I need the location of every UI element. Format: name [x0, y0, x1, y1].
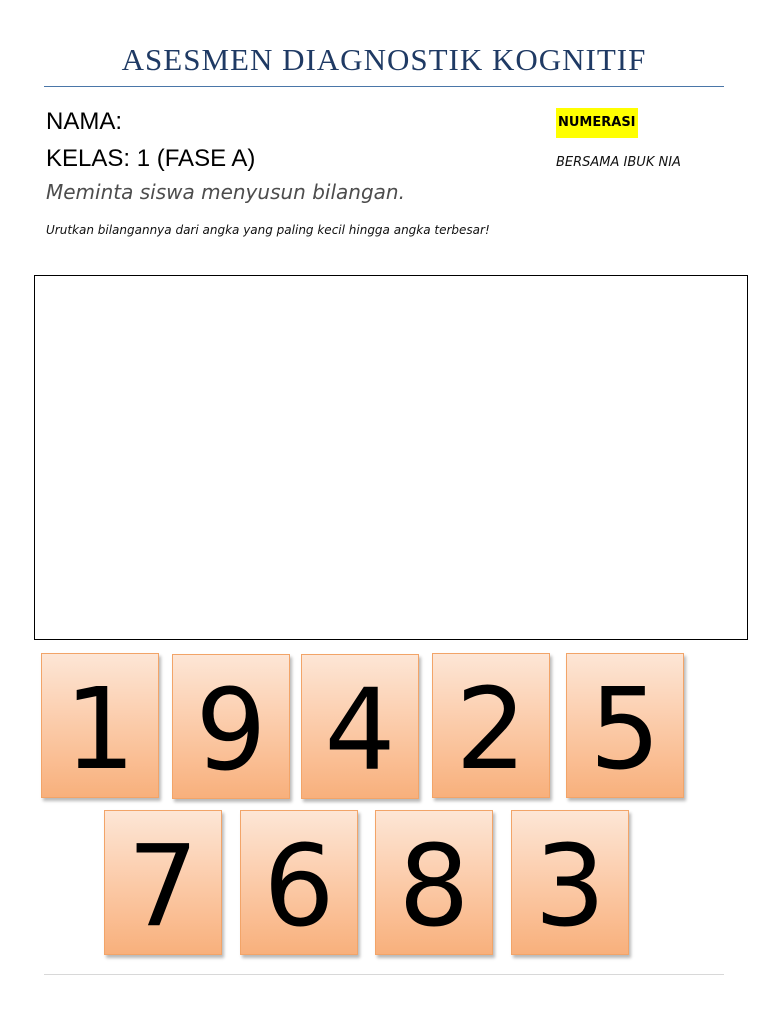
number-card[interactable] — [172, 654, 290, 799]
number-card-value: 7 — [127, 821, 199, 952]
number-card-value: 1 — [64, 664, 136, 795]
footer-divider — [44, 974, 724, 975]
number-card[interactable] — [41, 653, 159, 798]
number-card-value: 9 — [195, 665, 267, 796]
number-card[interactable] — [511, 810, 629, 955]
number-card-value: 3 — [534, 821, 606, 952]
number-card[interactable] — [432, 653, 550, 798]
number-card-value: 5 — [589, 664, 661, 795]
number-card-value: 6 — [263, 821, 335, 952]
subject-badge: NUMERASI — [556, 108, 638, 138]
name-label: NAMA: — [46, 108, 123, 135]
number-card-value: 2 — [455, 664, 527, 795]
teacher-label: BERSAMA IBUK NIA — [556, 155, 681, 170]
number-card-value: 4 — [324, 665, 396, 796]
number-card[interactable] — [104, 810, 222, 955]
number-card[interactable] — [240, 810, 358, 955]
instruction-detail: Urutkan bilangannya dari angka yang paling kecil hingga angka terbesar! — [46, 223, 490, 237]
instruction-main: Meminta siswa menyusun bilangan. — [46, 180, 405, 204]
number-card[interactable] — [301, 654, 419, 799]
title-divider — [44, 86, 724, 87]
class-label: KELAS: 1 (FASE A) — [46, 145, 256, 172]
worksheet-title: ASESMEN DIAGNOSTIK KOGNITIF — [121, 42, 647, 77]
number-card[interactable] — [375, 810, 493, 955]
answer-box[interactable] — [34, 275, 748, 640]
number-card[interactable] — [566, 653, 684, 798]
number-card-value: 8 — [398, 821, 470, 952]
